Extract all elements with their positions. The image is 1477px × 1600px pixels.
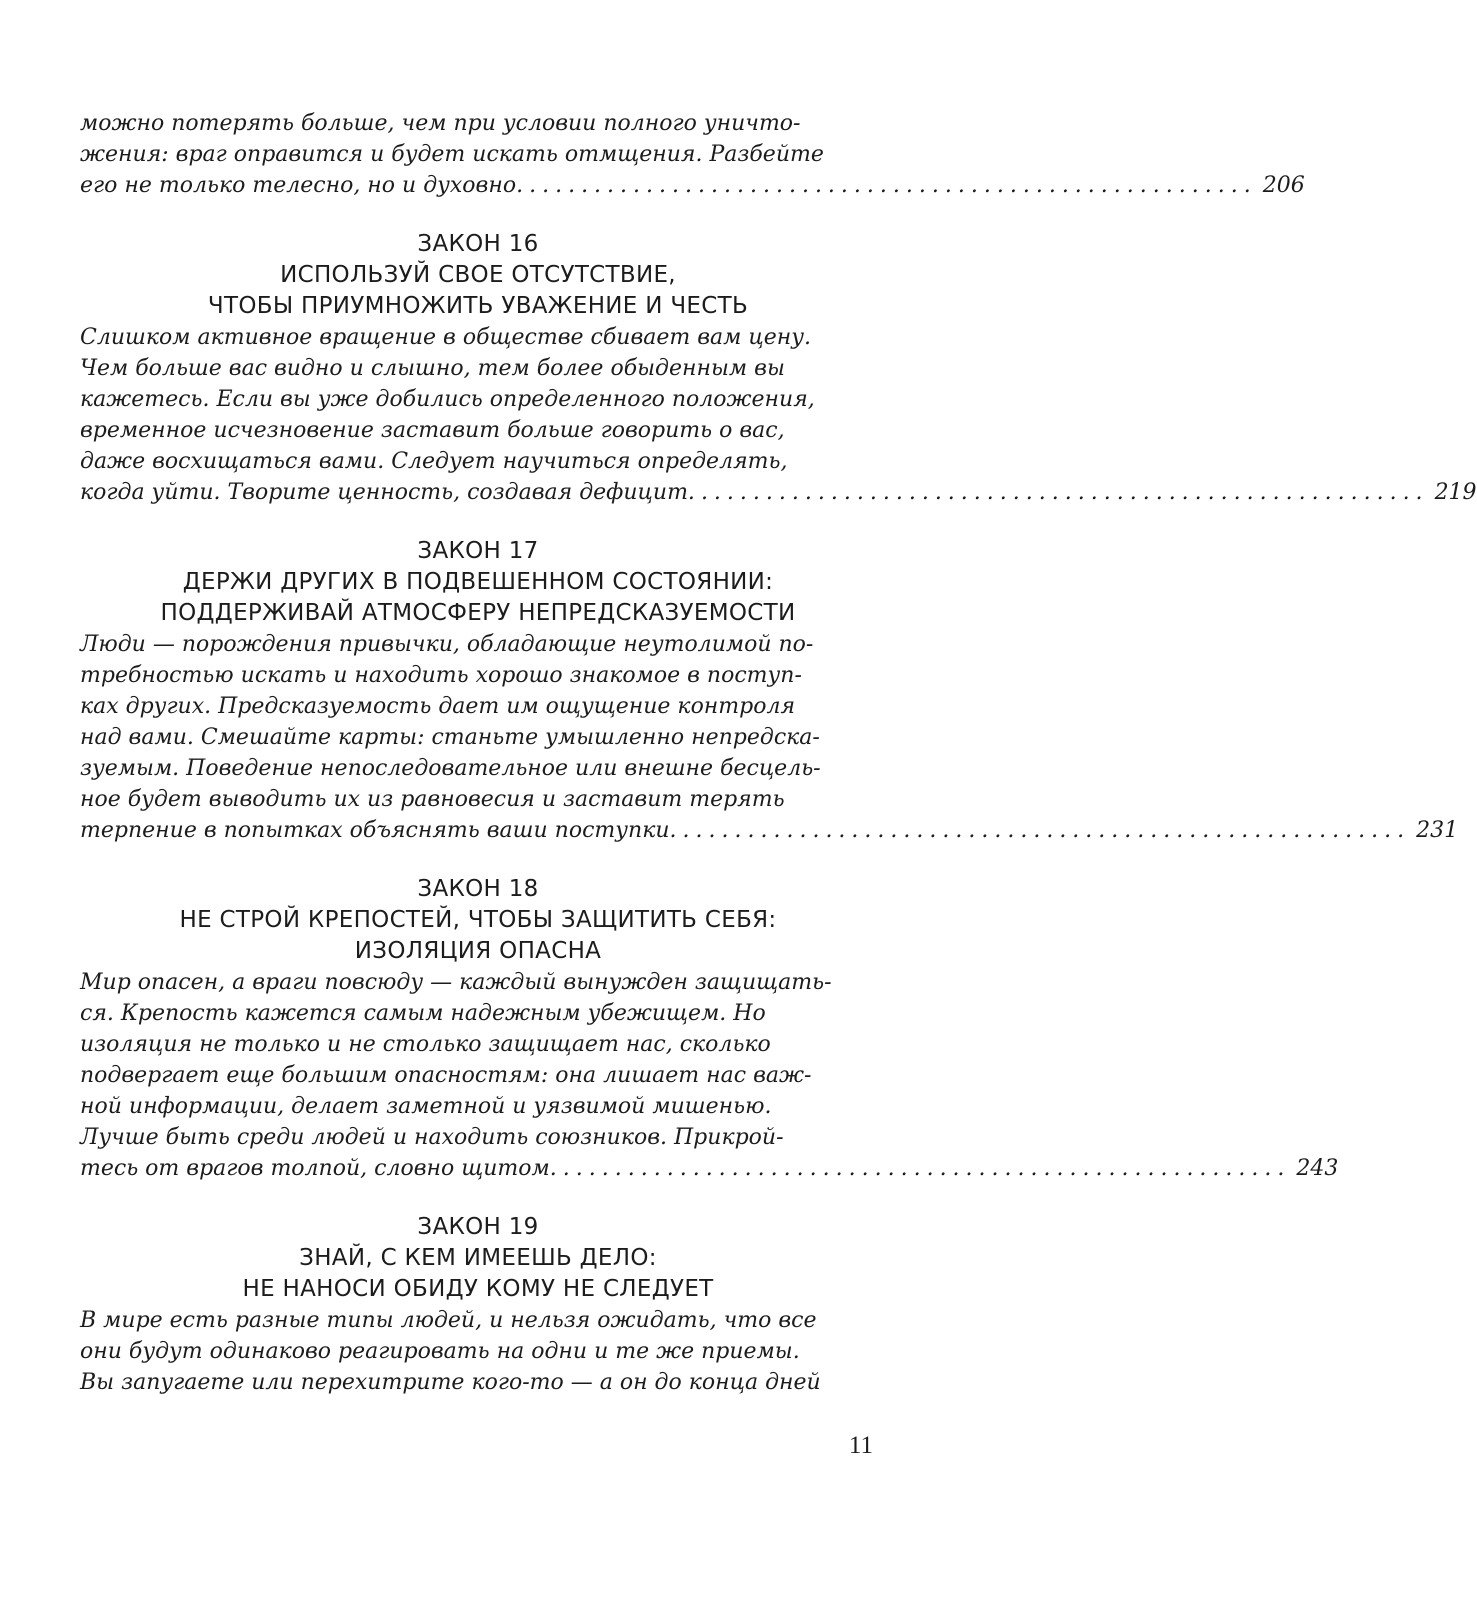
page-ref: 206 <box>1262 173 1305 198</box>
intro-line: жения: враг оправится и будет искать отмщения. Разбейте <box>80 142 824 167</box>
dot-leader: ........................................................ <box>700 480 1429 505</box>
law-title: ИСПОЛЬЗУЙ СВОЕ ОТСУТСТВИЕ, <box>280 262 676 288</box>
law-text-line: требностью искать и находить хорошо знакомое в поступ- <box>80 663 802 688</box>
law-text-line: Лучше быть среди людей и находить союзников. Прикрой- <box>80 1125 784 1150</box>
law-title: НЕ СТРОЙ КРЕПОСТЕЙ, ЧТОБЫ ЗАЩИТИТЬ СЕБЯ: <box>179 907 777 933</box>
law-text-line: даже восхищаться вами. Следует научиться определять, <box>80 449 788 474</box>
law-text-line: подвергает еще большим опасностям: она лишает нас важ- <box>80 1063 812 1088</box>
law-text-line: ное будет выводить их из равновесия и заставит терять <box>80 787 785 812</box>
law-title: НЕ НАНОСИ ОБИДУ КОМУ НЕ СЛЕДУЕТ <box>242 1276 714 1302</box>
law-18 <box>80 874 1339 1184</box>
law-text-line: ся. Крепость кажется самым надежным убежищем. Но <box>80 1001 766 1026</box>
law-text-line: изоляция не только и не столько защищает нас, сколько <box>80 1032 771 1057</box>
law-number: ЗАКОН 16 <box>417 231 539 257</box>
intro-line: можно потерять больше, чем при условии полного уничто- <box>80 111 801 136</box>
law-text-line: Мир опасен, а враги повсюду — каждый вынужден защищать- <box>80 970 832 995</box>
page-ref: 219 <box>1434 480 1477 505</box>
law-text-line: кажетесь. Если вы уже добились определенного положения, <box>80 387 815 412</box>
law-text-line: зуемым. Поведение непоследовательное или внешне бесцель- <box>80 756 821 781</box>
law-text-line: ной информации, делает заметной и уязвимой мишенью. <box>80 1094 772 1119</box>
dot-leader: ........................................................ <box>682 818 1411 843</box>
law-title: ЗНАЙ, С КЕМ ИМЕЕШЬ ДЕЛО: <box>299 1245 657 1271</box>
law-title: ЧТОБЫ ПРИУМНОЖИТЬ УВАЖЕНИЕ И ЧЕСТЬ <box>207 293 749 319</box>
dot-leader: ........................................................ <box>529 173 1257 198</box>
law-title: ДЕРЖИ ДРУГИХ В ПОДВЕШЕННОМ СОСТОЯНИИ: <box>182 569 774 595</box>
law-title: ИЗОЛЯЦИЯ ОПАСНА <box>354 938 602 964</box>
law-text-line: они будут одинаково реагировать на одни и те же приемы. <box>80 1339 800 1364</box>
dot-leader: ........................................................ <box>562 1156 1291 1181</box>
law-title: ПОДДЕРЖИВАЙ АТМОСФЕРУ НЕПРЕДСКАЗУЕМОСТИ <box>160 600 796 626</box>
law-number: ЗАКОН 19 <box>417 1214 539 1240</box>
law-17 <box>80 536 1459 846</box>
page-number: 11 <box>848 1432 873 1459</box>
law-text-line: временное исчезновение заставит больше говорить о вас, <box>80 418 785 443</box>
law-text-line: Вы запугаете или перехитрите кого-то — а он до конца дней <box>80 1370 821 1395</box>
law-text-line: Люди — порождения привычки, обладающие неутолимой по- <box>80 632 814 657</box>
intro-section <box>80 108 1305 201</box>
law-text-line: Чем больше вас видно и слышно, тем более обыденным вы <box>80 356 785 381</box>
law-text-line: В мире есть разные типы людей, и нельзя ожидать, что все <box>80 1308 817 1333</box>
law-text-line: Слишком активное вращение в обществе сбивает вам цену. <box>80 325 812 350</box>
page-ref: 231 <box>1416 818 1459 843</box>
law-text-line: над вами. Смешайте карты: станьте умышленно непредска- <box>80 725 820 750</box>
law-number: ЗАКОН 17 <box>417 538 539 564</box>
law-number: ЗАКОН 18 <box>417 876 539 902</box>
law-last-line: терпение в попытках объяснять ваши поступки. ........................................................ 231 <box>80 815 876 846</box>
intro-last-line: его не только телесно, но и духовно. ........................................................ 206 <box>80 170 876 201</box>
law-19 <box>80 1212 876 1398</box>
law-16 <box>80 229 1477 508</box>
page-ref: 243 <box>1296 1156 1339 1181</box>
law-last-line: тесь от врагов толпой, словно щитом. ........................................................ 243 <box>80 1153 876 1184</box>
law-last-line: когда уйти. Творите ценность, создавая дефицит. ........................................................ 219 <box>80 477 876 508</box>
book-page <box>80 108 1477 1398</box>
law-text-line: ках других. Предсказуемость дает им ощущение контроля <box>80 694 796 719</box>
